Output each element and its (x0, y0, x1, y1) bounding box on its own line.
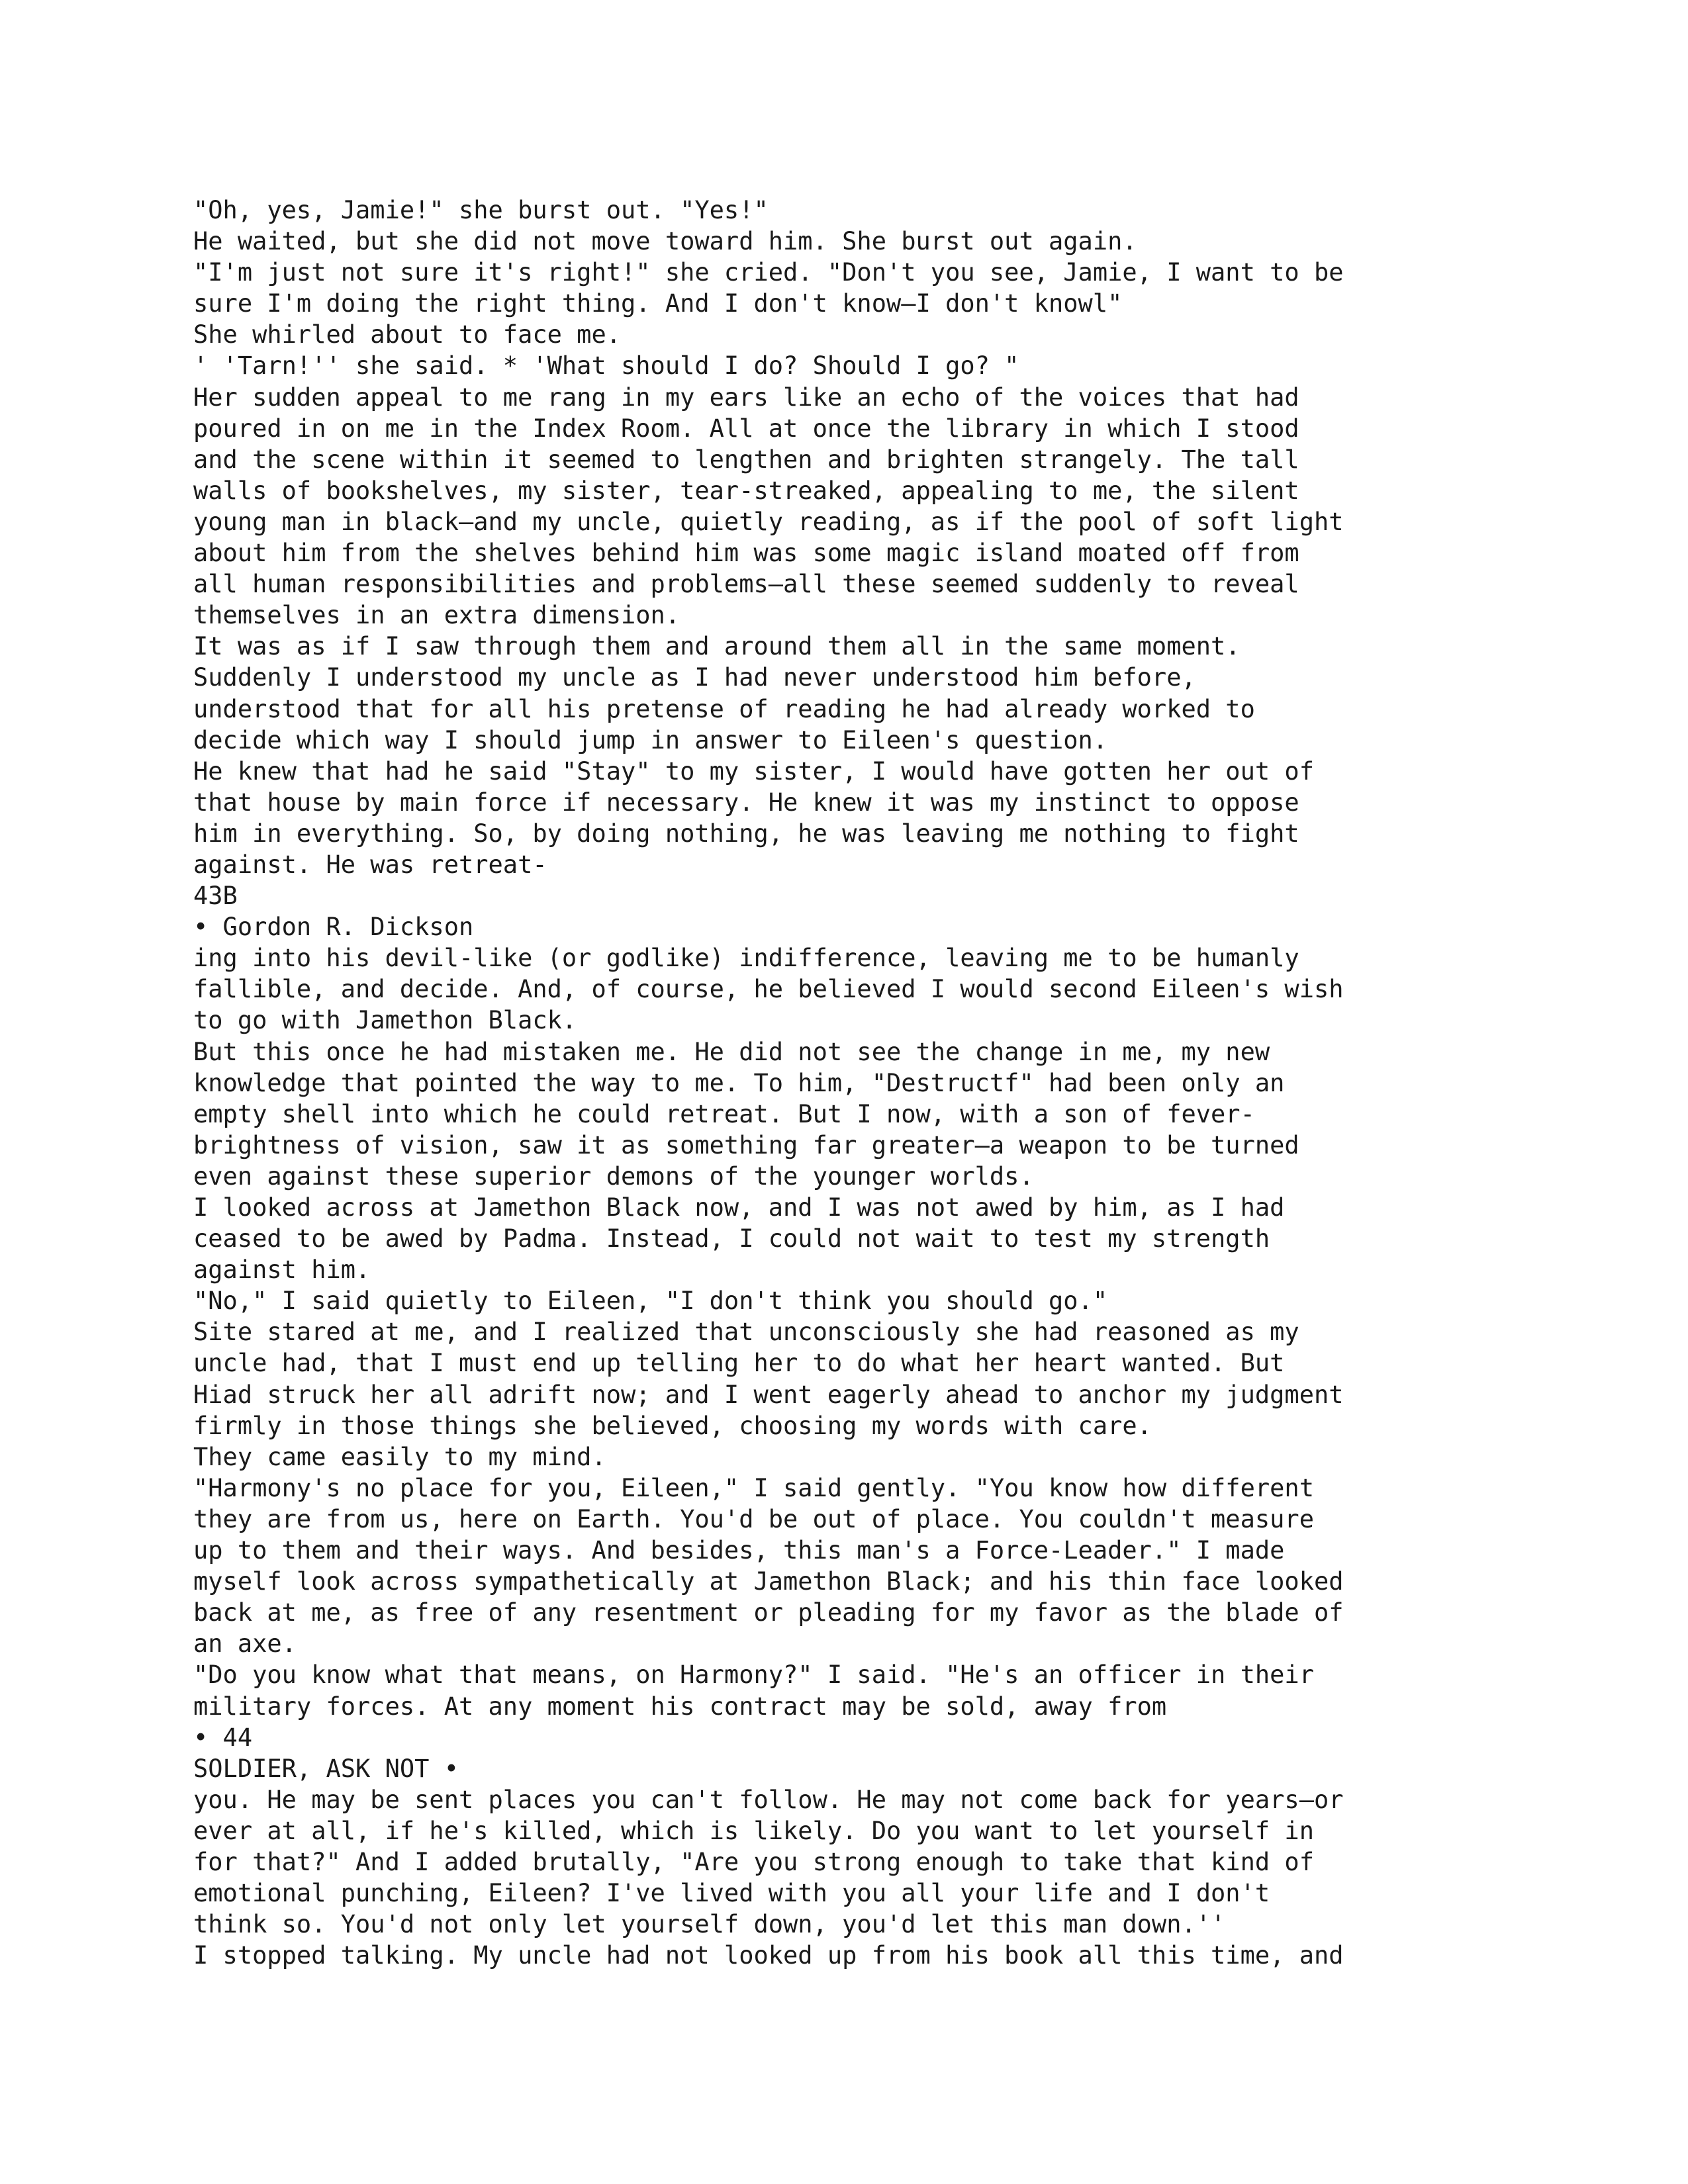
text-line: up to them and their ways. And besides, this man's a Force-Leader." I made (193, 1536, 1285, 1565)
text-line: She whirled about to face me. (193, 320, 622, 349)
text-line: knowledge that pointed the way to me. To him, "Destructf" had been only an (193, 1068, 1285, 1097)
text-line: uncle had, that I must end up telling her to do what her heart wanted. But (193, 1349, 1285, 1378)
text-line: "No," I said quietly to Eileen, "I don't think you should go." (193, 1287, 1108, 1316)
text-line: empty shell into which he could retreat. But I now, with a son of fever- (193, 1099, 1255, 1128)
text-line: He waited, but she did not move toward him. She burst out again. (193, 227, 1137, 256)
text-line: ing into his devil-like (or godlike) indifference, leaving me to be humanly (193, 944, 1299, 973)
text-line: Hiad struck her all adrift now; and I went eagerly ahead to anchor my judgment (193, 1380, 1344, 1409)
text-line: they are from us, here on Earth. You'd be out of place. You couldn't measure (193, 1504, 1314, 1533)
text-line: you. He may be sent places you can't follow. He may not come back for years—or (193, 1785, 1344, 1814)
text-line: against. He was retreat- (193, 850, 547, 879)
text-line: all human responsibilities and problems—all these seemed suddenly to reveal (193, 570, 1299, 599)
text-line: "Oh, yes, Jamie!" she burst out. "Yes!" (193, 196, 769, 224)
text-line: SOLDIER, ASK NOT • (193, 1754, 459, 1783)
text-line: military forces. At any moment his contract may be sold, away from (193, 1692, 1167, 1721)
text-line: understood that for all his pretense of reading he had already worked to (193, 694, 1255, 723)
text-line: "Do you know what that means, on Harmony?" I said. "He's an officer in their (193, 1661, 1314, 1690)
text-line: But this once he had mistaken me. He did not see the change in me, my new (193, 1037, 1270, 1066)
text-line: think so. You'd not only let yourself down, you'd let this man down.'' (193, 1910, 1226, 1939)
text-line: Suddenly I understood my uncle as I had never understood him before, (193, 663, 1196, 692)
text-line: ' 'Tarn!'' she said. * 'What should I do? Should I go? " (193, 351, 1019, 381)
text-line: myself look across sympathetically at Jamethon Black; and his thin face looked (193, 1567, 1344, 1596)
text-line: that house by main force if necessary. He knew it was my instinct to oppose (193, 788, 1299, 817)
text-line: about him from the shelves behind him was some magic island moated off from (193, 539, 1299, 568)
text-line: young man in black—and my uncle, quietly reading, as if the pool of soft light (193, 507, 1344, 536)
text-line: back at me, as free of any resentment or pleading for my favor as the blade of (193, 1598, 1344, 1627)
text-line: and the scene within it seemed to lengthen and brighten strangely. The tall (193, 445, 1299, 474)
text-line: poured in on me in the Index Room. All at once the library in which I stood (193, 414, 1299, 443)
text-line: emotional punching, Eileen? I've lived with you all your life and I don't (193, 1879, 1270, 1908)
text-line: I stopped talking. My uncle had not looked up from his book all this time, and (193, 1941, 1344, 1970)
text-line: decide which way I should jump in answer to Eileen's question. (193, 725, 1108, 754)
text-line: It was as if I saw through them and around them all in the same moment. (193, 632, 1241, 661)
text-line: Her sudden appeal to me rang in my ears like an echo of the voices that had (193, 383, 1299, 412)
text-line: They came easily to my mind. (193, 1442, 606, 1471)
text-line: sure I'm doing the right thing. And I don't know—I don't knowl" (193, 289, 1123, 318)
text-line: • 44 (193, 1723, 253, 1752)
text-line: brightness of vision, saw it as something far greater—a weapon to be turned (193, 1130, 1299, 1160)
text-line: "Harmony's no place for you, Eileen," I said gently. "You know how different (193, 1473, 1314, 1502)
text-line: to go with Jamethon Black. (193, 1006, 577, 1035)
text-line: him in everything. So, by doing nothing, he was leaving me nothing to fight (193, 819, 1299, 848)
text-line: even against these superior demons of the younger worlds. (193, 1161, 1034, 1191)
text-line: "I'm just not sure it's right!" she cried. "Don't you see, Jamie, I want to be (193, 258, 1344, 287)
text-line: firmly in those things she believed, choosing my words with care. (193, 1411, 1152, 1440)
text-line: ever at all, if he's killed, which is likely. Do you want to let yourself in (193, 1816, 1314, 1845)
text-line: against him. (193, 1255, 371, 1285)
text-line: He knew that had he said "Stay" to my sister, I would have gotten her out of (193, 756, 1314, 786)
text-line: an axe. (193, 1629, 297, 1659)
text-line: walls of bookshelves, my sister, tear-streaked, appealing to me, the silent (193, 476, 1299, 505)
text-line: fallible, and decide. And, of course, he believed I would second Eileen's wish (193, 975, 1344, 1004)
document-page (193, 195, 1517, 1971)
text-line: I looked across at Jamethon Black now, and I was not awed by him, as I had (193, 1193, 1285, 1222)
text-line: 43B (193, 882, 238, 911)
text-line: themselves in an extra dimension. (193, 601, 680, 630)
text-line: ceased to be awed by Padma. Instead, I could not wait to test my strength (193, 1224, 1270, 1253)
text-line: for that?" And I added brutally, "Are you strong enough to take that kind of (193, 1847, 1314, 1876)
text-line: • Gordon R. Dickson (193, 913, 474, 942)
text-line: Site stared at me, and I realized that unconsciously she had reasoned as my (193, 1318, 1299, 1347)
